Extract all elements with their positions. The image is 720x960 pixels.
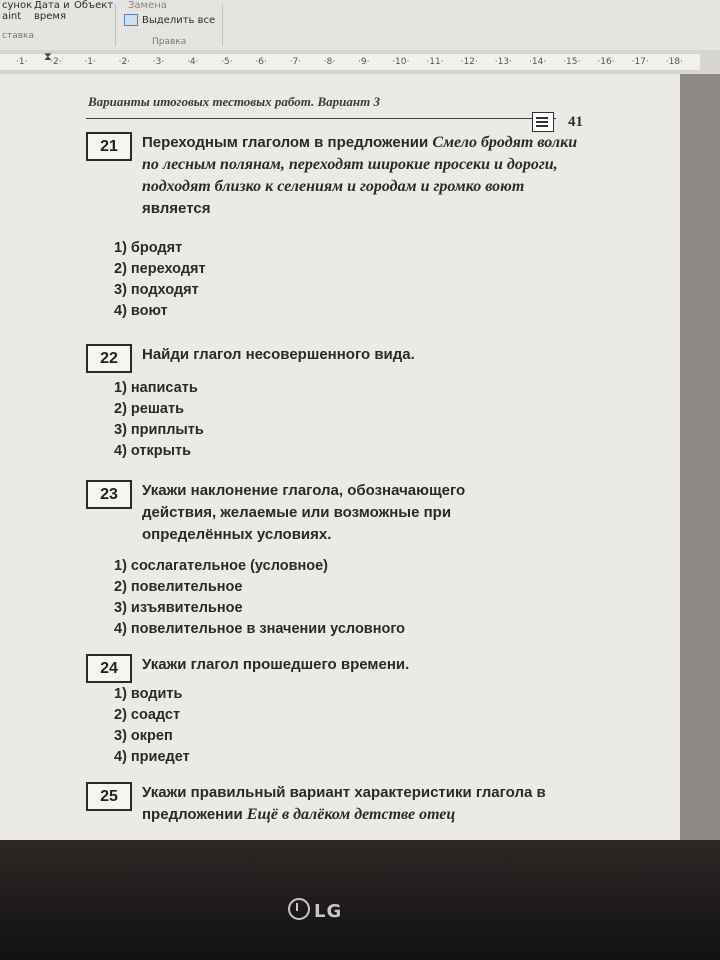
- notebook-icon: [532, 112, 554, 132]
- ruler-tick-label: ·10·: [392, 57, 410, 67]
- lg-logo-icon: [288, 898, 310, 920]
- indent-marker-icon[interactable]: ⧗: [44, 50, 52, 63]
- answer-option: 2) переходят: [114, 261, 206, 277]
- answer-options: [114, 684, 190, 768]
- answer-option: 3) приплыть: [114, 422, 204, 438]
- monitor-brand-logo: [288, 898, 342, 922]
- edit-group-label: Правка: [152, 37, 187, 47]
- answer-option: 2) решать: [114, 401, 185, 417]
- insert-picture-sublabel: aint: [2, 11, 22, 22]
- select-all-button[interactable]: [124, 14, 215, 26]
- question-number: 22: [86, 344, 132, 373]
- ruler-tick-label: ·15·: [563, 57, 581, 67]
- ruler-tick-label: ·7·: [289, 57, 302, 67]
- answer-options: [114, 378, 204, 462]
- monitor-bezel: [0, 840, 720, 960]
- header-divider: [86, 118, 556, 119]
- ruler-tick-label: ·17·: [631, 57, 649, 67]
- replace-button[interactable]: [128, 0, 167, 11]
- ruler-tick-label: ·16·: [597, 57, 615, 67]
- ruler-tick-label: ·4·: [187, 57, 199, 67]
- ruler-tick-label: ·9·: [358, 57, 370, 67]
- answer-options: [114, 556, 405, 640]
- ruler-tick-label: ·2·: [118, 57, 131, 67]
- replace-label: Замена: [128, 0, 167, 11]
- monitor-brand-text: LG: [314, 901, 343, 922]
- question-number: 23: [86, 480, 132, 509]
- question-text: Укажи глагол прошедшего времени.: [142, 656, 410, 673]
- answer-option: 3) окреп: [114, 728, 173, 744]
- ribbon-toolbar: [0, 0, 720, 51]
- question-text: Найди глагол несовершенного вида.: [142, 346, 415, 363]
- horizontal-ruler[interactable]: [0, 50, 720, 75]
- insert-picture-button[interactable]: [2, 0, 32, 22]
- ruler-tick-label: ·11·: [426, 57, 444, 67]
- document-page[interactable]: [0, 74, 680, 840]
- answer-option: 3) изъявительное: [114, 600, 243, 616]
- answer-option: 4) приедет: [114, 749, 190, 765]
- select-all-icon: [124, 14, 138, 26]
- answer-option: 4) открыть: [114, 443, 192, 459]
- insert-group-label: ставка: [2, 31, 34, 41]
- question-number: 24: [86, 654, 132, 683]
- question-text: Укажи наклонение глагола, обозначающего действия, желаемые или возможные при определённых условиях.: [142, 482, 466, 543]
- question-lead: Переходным глаголом в предложении: [142, 134, 433, 151]
- question-quote: Ещё в далёком детстве отец: [246, 806, 456, 823]
- ruler-tick-label: ·3·: [152, 57, 165, 67]
- ruler-tick-label: ·5·: [221, 57, 233, 67]
- question-text: [142, 782, 582, 826]
- answer-option: 1) написать: [114, 380, 198, 396]
- ruler-tick-label: ·1·: [84, 57, 96, 67]
- question-lead: Укажи правильный вариант характеристики глагола в предложении: [142, 784, 546, 823]
- answer-option: 1) водить: [114, 686, 183, 702]
- ruler-tick-label: ·6·: [255, 57, 267, 67]
- page-margin-area: [680, 74, 720, 840]
- ruler-tick-label: ·2·: [50, 57, 62, 67]
- ruler-tick-label: ·13·: [494, 57, 512, 67]
- question-text: [142, 132, 582, 220]
- question-number: 25: [86, 782, 132, 811]
- date-time-button[interactable]: [34, 0, 70, 22]
- ruler-track: [0, 54, 700, 70]
- page-header-title: Варианты итоговых тестовых работ. Вариант 3: [88, 94, 380, 109]
- answer-option: 4) повелительное в значении условного: [114, 621, 406, 637]
- page-number: 41: [568, 114, 583, 130]
- date-time-sublabel: время: [34, 11, 66, 22]
- select-all-label: Выделить все: [142, 15, 216, 26]
- ruler-tick-label: ·18·: [665, 57, 683, 67]
- answer-option: 2) повелительное: [114, 579, 243, 595]
- answer-option: 4) воют: [114, 303, 168, 319]
- insert-object-label: Объект: [74, 0, 114, 11]
- question-number: 21: [86, 132, 132, 161]
- answer-option: 1) сослагательное (условное): [114, 558, 328, 574]
- question-quote: Смело бродят волки по лесным полянам, переходят широкие просеки и дороги, подходят близко к селениям и городам и громко воют: [142, 134, 578, 195]
- question-tail: является: [142, 200, 211, 217]
- ruler-tick-label: ·12·: [460, 57, 478, 67]
- ribbon-separator: [115, 4, 116, 46]
- insert-picture-label: сунок: [2, 0, 33, 11]
- answer-option: 3) подходят: [114, 282, 199, 298]
- answer-option: 1) бродят: [114, 240, 183, 256]
- ruler-tick-label: ·14·: [529, 57, 547, 67]
- ruler-tick-label: ·1·: [16, 57, 28, 67]
- answer-option: 2) соадст: [114, 707, 181, 723]
- ruler-tick-label: ·8·: [323, 57, 336, 67]
- ribbon-separator: [222, 4, 223, 46]
- date-time-label: Дата и: [34, 0, 70, 11]
- insert-object-button[interactable]: [74, 0, 113, 11]
- answer-options: [114, 238, 206, 322]
